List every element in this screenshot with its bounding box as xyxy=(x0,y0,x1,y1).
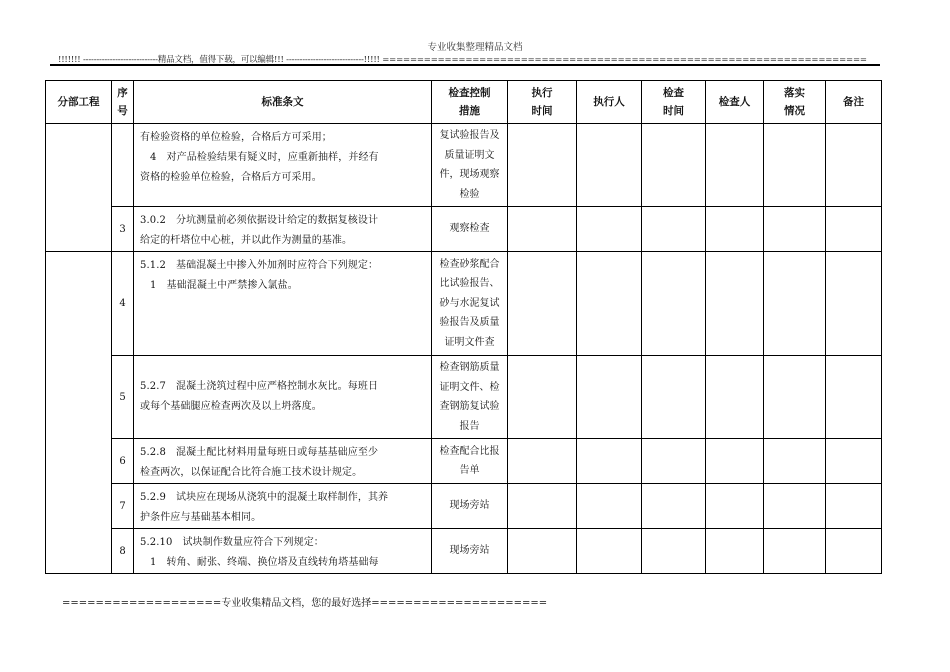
executor-cell xyxy=(577,252,642,356)
col-header-remarks: 备注 xyxy=(826,81,882,124)
status-cell xyxy=(764,484,826,529)
standard-line: 护条件应与基础基本相同。 xyxy=(140,512,262,523)
exec-time-cell xyxy=(508,439,577,484)
status-cell xyxy=(764,439,826,484)
standard-line: 5.2.9 试块应在现场从浇筑中的混凝土取样制作，其养 xyxy=(140,492,389,503)
status-cell xyxy=(764,529,826,574)
check-time-cell xyxy=(642,252,706,356)
executor-cell xyxy=(577,356,642,439)
standard-line: 5.2.8 混凝土配比材料用量每班日或每基基础应至少 xyxy=(140,447,379,458)
inspector-cell xyxy=(706,529,764,574)
status-cell xyxy=(764,252,826,356)
executor-cell xyxy=(577,529,642,574)
division-cell xyxy=(46,124,112,252)
col-header-check-time: 检查 时间 xyxy=(642,81,706,124)
status-cell xyxy=(764,207,826,252)
standard-line: 3.0.2 分坑测量前必须依据设计给定的数据复核设计 xyxy=(140,215,379,226)
exec-time-cell xyxy=(508,124,577,207)
remarks-cell xyxy=(826,484,882,529)
remarks-cell xyxy=(826,356,882,439)
seq-cell: 6 xyxy=(112,439,134,484)
seq-cell: 4 xyxy=(112,252,134,356)
check-time-cell xyxy=(642,484,706,529)
executor-cell xyxy=(577,207,642,252)
col-header-status: 落实 情况 xyxy=(764,81,826,124)
col-header-seq: 序 号 xyxy=(112,81,134,124)
inspector-cell xyxy=(706,356,764,439)
remarks-cell xyxy=(826,252,882,356)
standard-line: 5.2.10 试块制作数量应符合下列规定： xyxy=(140,537,324,548)
col-header-inspector: 检查人 xyxy=(706,81,764,124)
status-cell xyxy=(764,124,826,207)
standard-line: 4 对产品检验结果有疑义时，应重新抽样，并经有 xyxy=(150,152,379,163)
standard-line: 检查两次，以保证配合比符合施工技术设计规定。 xyxy=(140,467,363,478)
remarks-cell xyxy=(826,124,882,207)
table-header-row xyxy=(46,81,882,124)
executor-cell xyxy=(577,484,642,529)
seq-cell: 8 xyxy=(112,529,134,574)
seq-cell: 3 xyxy=(112,207,134,252)
seq-cell: 7 xyxy=(112,484,134,529)
standard-cell xyxy=(134,529,432,574)
standard-line: 给定的杆塔位中心桩，并以此作为测量的基准。 xyxy=(140,235,353,246)
header-divider xyxy=(50,64,880,66)
col-header-exec-time: 执行 时间 xyxy=(508,81,577,124)
table-row xyxy=(46,207,882,252)
standard-line: 有检验资格的单位检验，合格后方可采用； xyxy=(140,132,332,143)
check-time-cell xyxy=(642,207,706,252)
inspector-cell xyxy=(706,207,764,252)
inspection-table xyxy=(45,80,882,574)
col-header-standard: 标准条文 xyxy=(134,81,432,124)
inspector-cell xyxy=(706,439,764,484)
standard-line: 或每个基础腿应检查两次及以上坍落度。 xyxy=(140,401,322,412)
exec-time-cell xyxy=(508,356,577,439)
control-cell: 检查配合比报 告单 xyxy=(432,439,508,484)
inspector-cell xyxy=(706,484,764,529)
page-header-title: 专业收集整理精品文档 xyxy=(427,42,523,53)
check-time-cell xyxy=(642,439,706,484)
control-cell: 复试验报告及 质量证明文 件，现场观察 检验 xyxy=(432,124,508,207)
standard-line: 5.2.7 混凝土浇筑过程中应严格控制水灰比。每班日 xyxy=(140,381,379,392)
check-time-cell xyxy=(642,356,706,439)
standard-cell xyxy=(134,484,432,529)
table-row xyxy=(46,252,882,356)
check-time-cell xyxy=(642,529,706,574)
executor-cell xyxy=(577,124,642,207)
standard-cell xyxy=(134,356,432,439)
table-row xyxy=(46,439,882,484)
standard-cell xyxy=(134,124,432,207)
exec-time-cell xyxy=(508,207,577,252)
remarks-cell xyxy=(826,529,882,574)
control-cell: 现场旁站 xyxy=(432,529,508,574)
inspector-cell xyxy=(706,252,764,356)
control-cell: 观察检查 xyxy=(432,207,508,252)
check-time-cell xyxy=(642,124,706,207)
table-row xyxy=(46,124,882,207)
table-row xyxy=(46,484,882,529)
table-row xyxy=(46,529,882,574)
seq-cell xyxy=(112,124,134,207)
standard-cell xyxy=(134,252,432,356)
standard-line: 5.1.2 基础混凝土中掺入外加剂时应符合下列规定： xyxy=(140,260,379,271)
page-header-banner: !!!!!!! ----------------------------精品文档，值得下载，可以编辑!!! -----------------------------!!!!! ====================================================================== xyxy=(58,55,867,65)
page-footer: ===================专业收集精品文档，您的最好选择===================== xyxy=(62,598,548,609)
exec-time-cell xyxy=(508,252,577,356)
col-header-control: 检查控制 措施 xyxy=(432,81,508,124)
standard-line: 资格的检验单位检验，合格后方可采用。 xyxy=(140,172,322,183)
division-cell xyxy=(46,252,112,574)
exec-time-cell xyxy=(508,484,577,529)
executor-cell xyxy=(577,439,642,484)
standard-line: 1 转角、耐张、终端、换位塔及直线转角塔基础每 xyxy=(150,557,379,568)
col-header-division: 分部工程 xyxy=(46,81,112,124)
exec-time-cell xyxy=(508,529,577,574)
control-cell: 检查砂浆配合 比试验报告、 砂与水泥复试 验报告及质量 证明文件查 xyxy=(432,252,508,356)
remarks-cell xyxy=(826,207,882,252)
inspector-cell xyxy=(706,124,764,207)
control-cell: 检查钢筋质量 证明文件、检 查钢筋复试验 报告 xyxy=(432,356,508,439)
remarks-cell xyxy=(826,439,882,484)
control-cell: 现场旁站 xyxy=(432,484,508,529)
seq-cell: 5 xyxy=(112,356,134,439)
table-row xyxy=(46,356,882,439)
col-header-executor: 执行人 xyxy=(577,81,642,124)
standard-line: 1 基础混凝土中严禁掺入氯盐。 xyxy=(150,280,298,291)
standard-cell xyxy=(134,439,432,484)
status-cell xyxy=(764,356,826,439)
standard-cell xyxy=(134,207,432,252)
